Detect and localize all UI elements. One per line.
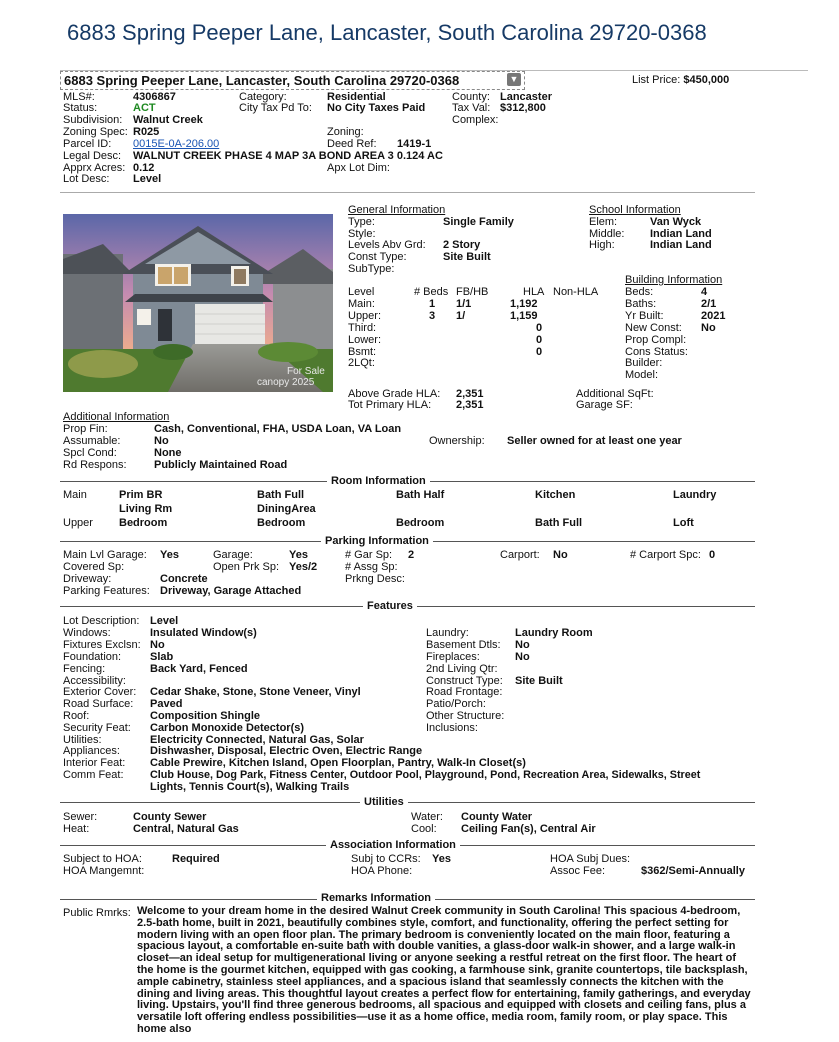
baths-label: Baths: — [625, 298, 657, 310]
assoc-fee-value: $362/Semi-Annually — [641, 865, 745, 877]
room-item: Living Rm — [119, 503, 173, 515]
table-row-label: Third: — [348, 322, 377, 334]
type-label: Type: — [348, 216, 375, 228]
feature-label: Patio/Porch: — [426, 698, 486, 710]
acres-value: 0.12 — [133, 162, 155, 174]
spcl-cond-label: Spcl Cond: — [63, 447, 117, 459]
room-item: Bath Full — [535, 517, 583, 529]
parking-features-value: Driveway, Garage Attached — [160, 585, 302, 597]
open-prk-value: Yes/2 — [289, 561, 318, 573]
spcl-cond-value: None — [154, 447, 182, 459]
room-level-main: Main — [63, 489, 87, 501]
feature-value: Composition Shingle — [150, 710, 260, 722]
property-photo[interactable] — [63, 214, 333, 392]
lot-desc-value: Level — [133, 173, 162, 185]
carport-spc-value: 0 — [709, 549, 716, 561]
feature-label: Laundry: — [426, 627, 469, 639]
parcel-link[interactable]: 0015E-0A-206.00 — [133, 138, 220, 150]
high-label: High: — [589, 239, 615, 251]
ccr-label: Subj to CCRs: — [351, 853, 421, 865]
room-item: Bedroom — [396, 517, 445, 529]
feature-value-cont: Lights, Tennis Court(s), Walking Trails — [150, 781, 350, 793]
feature-label: Fixtures Exclsn: — [63, 639, 141, 651]
mls-value: 4306867 — [133, 91, 176, 103]
subtype-label: SubType: — [348, 263, 395, 275]
ownership-value: Seller owned for at least one year — [507, 435, 682, 447]
feature-label: Other Structure: — [426, 710, 505, 722]
category-value: Residential — [327, 91, 386, 103]
covered-sp-label: Covered Sp: — [63, 561, 125, 573]
col-header-beds: # Beds — [414, 286, 449, 298]
elem-value: Van Wyck — [650, 216, 702, 228]
table-row-label: Main: — [348, 298, 375, 310]
add-sqft-label: Additional SqFt: — [576, 388, 654, 400]
feature-label: Road Surface: — [63, 698, 134, 710]
feature-value: Slab — [150, 651, 174, 663]
assumable-label: Assumable: — [63, 435, 121, 447]
page-title: 6883 Spring Peeper Lane, Lancaster, South Carolina 29720-0368 — [67, 20, 707, 45]
feature-value: No — [150, 639, 165, 651]
gar-sp-value: 2 — [408, 549, 415, 561]
additional-info-heading: Additional Information — [63, 411, 170, 423]
room-item: Bath Full — [257, 489, 305, 501]
feature-value: Cedar Shake, Stone, Stone Veneer, Vinyl — [150, 686, 361, 698]
subdivision-label: Subdivision: — [63, 114, 123, 126]
prop-fin-value: Cash, Conventional, FHA, USDA Loan, VA Loan — [154, 423, 402, 435]
beds-label: Beds: — [625, 286, 654, 298]
room-info-heading: Room Information — [327, 475, 430, 487]
table-cell: 1 — [429, 298, 436, 310]
rd-respons-label: Rd Respons: — [63, 459, 127, 471]
garage-value: Yes — [289, 549, 308, 561]
utilities-heading: Utilities — [360, 796, 408, 808]
water-value: County Water — [461, 811, 533, 823]
feature-value: Carbon Monoxide Detector(s) — [150, 722, 305, 734]
heat-value: Central, Natural Gas — [133, 823, 239, 835]
feature-value: Club House, Dog Park, Fitness Center, Outdoor Pool, Playground, Pond, Recreation Area, Sidewalks, Street — [150, 769, 701, 781]
table-row-label: Bsmt: — [348, 346, 377, 358]
tot-hla-value: 2,351 — [456, 399, 484, 411]
table-cell: 1,192 — [510, 298, 538, 310]
feature-label: Security Feat: — [63, 722, 131, 734]
lot-dim-label: Apx Lot Dim: — [327, 162, 390, 174]
deed-label: Deed Ref: — [327, 138, 377, 150]
rd-respons-value: Publicly Maintained Road — [154, 459, 288, 471]
watermark-line2: canopy 2025 — [257, 377, 315, 388]
sewer-label: Sewer: — [63, 811, 98, 823]
assg-sp-label: # Assg Sp: — [345, 561, 398, 573]
building-info-heading: Building Information — [625, 274, 723, 286]
feature-value: Electricity Connected, Natural Gas, Solar — [150, 734, 364, 746]
acres-label: Apprx Acres: — [63, 162, 126, 174]
heat-label: Heat: — [63, 823, 90, 835]
table-cell: 1/1 — [456, 298, 472, 310]
main-lvl-garage-value: Yes — [160, 549, 179, 561]
divider — [60, 192, 755, 193]
builder-label: Builder: — [625, 357, 663, 369]
feature-label: Fireplaces: — [426, 651, 480, 663]
const-value: Site Built — [443, 251, 491, 263]
middle-label: Middle: — [589, 228, 625, 240]
deed-value: 1419-1 — [397, 138, 432, 150]
table-cell: 1/ — [456, 310, 466, 322]
tax-val-label: Tax Val: — [452, 102, 491, 114]
city-tax-label: City Tax Pd To: — [239, 102, 312, 114]
school-info-heading: School Information — [589, 204, 681, 216]
feature-value: Back Yard, Fenced — [150, 663, 248, 675]
room-item: Prim BR — [119, 489, 163, 501]
feature-label: Road Frontage: — [426, 686, 503, 698]
hoa-label: Subject to HOA: — [63, 853, 142, 865]
legal-label: Legal Desc: — [63, 150, 122, 162]
beds-value: 4 — [701, 286, 708, 298]
garage-sf-label: Garage SF: — [576, 399, 633, 411]
ownership-label: Ownership: — [429, 435, 485, 447]
room-item: Loft — [673, 517, 694, 529]
county-label: County: — [452, 91, 490, 103]
mls-label: MLS#: — [63, 91, 95, 103]
feature-label: Roof: — [63, 710, 90, 722]
gar-sp-label: # Gar Sp: — [345, 549, 393, 561]
carport-label: Carport: — [500, 549, 540, 561]
table-cell: 3 — [429, 310, 436, 322]
table-row-label: 2LQt: — [348, 357, 375, 369]
prkng-desc-label: Prkng Desc: — [345, 573, 405, 585]
prop-fin-label: Prop Fin: — [63, 423, 108, 435]
table-row-label: Lower: — [348, 334, 382, 346]
public-remarks-text: Welcome to your dream home in the desired Walnut Creek community in South Carolina! This spacious 4-bedroom, 2.5-bath home, built in 2021, beautifully combines style, comfort, and functionality, offering the perfect setting for modern living with an open floor plan. The primary bedroom is conveniently located on the main floor, featuring a spacious layout, a comfortable en-suite bath with double vanities, a glass-door walk-in shower, and a large walk-in closet—an ideal setup for multigenerational living or anyone seeking a restful retreat on the first floor. The heart of the home is the gourmet kitchen, equipped with gas cooking, a farmhouse sink, granite countertops, tile backsplash, ample cabinetry, stainless steel appliances, and a spacious island that seamlessly connects the kitchen with the dining and living areas. This thoughtful layout creates a perfect flow for entertaining, family gatherings, and everyday living. Upstairs, you'll find three generous bedrooms, all spacious and equipped with closets and ceiling fans, plus a versatile loft offering endless possibilities—use it as a home office, media room, family room, or play space. This home also — [137, 905, 751, 1035]
zoning-spec-label: Zoning Spec: — [63, 126, 128, 138]
cons-status-label: Cons Status: — [625, 346, 688, 358]
feature-value: Laundry Room — [515, 627, 593, 639]
legal-value: WALNUT CREEK PHASE 4 MAP 3A BOND AREA 3 0.124 AC — [133, 150, 443, 162]
hoa-mgmt-label: HOA Mangemnt: — [63, 865, 145, 877]
list-price: List Price: $450,000 — [632, 74, 730, 86]
tax-val-value: $312,800 — [500, 102, 546, 114]
room-item: Kitchen — [535, 489, 576, 501]
parking-features-label: Parking Features: — [63, 585, 150, 597]
zoning-label: Zoning: — [327, 126, 364, 138]
col-header-fbhb: FB/HB — [456, 286, 489, 298]
style-label: Style: — [348, 228, 376, 240]
table-cell: 0 — [536, 346, 543, 358]
watermark-line1: For Sale — [287, 366, 325, 377]
main-lvl-garage-label: Main Lvl Garage: — [63, 549, 147, 561]
room-level-upper: Upper — [63, 517, 93, 529]
new-const-value: No — [701, 322, 716, 334]
feature-label: Appliances: — [63, 745, 120, 757]
features-heading: Features — [363, 600, 417, 612]
col-header-hla: HLA — [523, 286, 545, 298]
feature-value: Dishwasher, Disposal, Electric Oven, Electric Range — [150, 745, 423, 757]
above-hla-value: 2,351 — [456, 388, 484, 400]
feature-label: Exterior Cover: — [63, 686, 137, 698]
feature-value: Paved — [150, 698, 183, 710]
feature-value: No — [515, 639, 530, 651]
feature-label: Basement Dtls: — [426, 639, 501, 651]
open-prk-label: Open Prk Sp: — [213, 561, 280, 573]
feature-label: Utilities: — [63, 734, 102, 746]
category-label: Category: — [239, 91, 287, 103]
feature-value: Site Built — [515, 675, 563, 687]
room-item: Bath Half — [396, 489, 445, 501]
city-tax-value: No City Taxes Paid — [327, 102, 426, 114]
room-item: Bedroom — [257, 517, 306, 529]
assumable-value: No — [154, 435, 169, 447]
room-item: Bedroom — [119, 517, 168, 529]
carport-value: No — [553, 549, 568, 561]
type-value: Single Family — [443, 216, 514, 228]
feature-label: Construct Type: — [426, 675, 503, 687]
general-info-heading: General Information — [348, 204, 446, 216]
room-item: Laundry — [673, 489, 717, 501]
county-value: Lancaster — [500, 91, 552, 103]
complex-label: Complex: — [452, 114, 499, 126]
hoa-dues-label: HOA Subj Dues: — [550, 853, 631, 865]
middle-value: Indian Land — [650, 228, 712, 240]
feature-label: Fencing: — [63, 663, 106, 675]
model-label: Model: — [625, 369, 659, 381]
col-header-level: Level — [348, 286, 375, 298]
tot-hla-label: Tot Primary HLA: — [348, 399, 432, 411]
feature-label: Comm Feat: — [63, 769, 124, 781]
water-label: Water: — [411, 811, 443, 823]
feature-value: Insulated Window(s) — [150, 627, 257, 639]
hoa-value: Required — [172, 853, 220, 865]
levels-value: 2 Story — [443, 239, 481, 251]
zoning-spec-value: R025 — [133, 126, 160, 138]
feature-label: 2nd Living Qtr: — [426, 663, 498, 675]
public-remarks-label: Public Rmrks: — [63, 907, 131, 919]
ccr-value: Yes — [432, 853, 451, 865]
subdivision-value: Walnut Creek — [133, 114, 203, 126]
feature-label: Foundation: — [63, 651, 122, 663]
prop-compl-label: Prop Compl: — [625, 334, 687, 346]
parcel-label: Parcel ID: — [63, 138, 112, 150]
room-item: DiningArea — [257, 503, 316, 515]
status-label: Status: — [63, 102, 98, 114]
cool-label: Cool: — [411, 823, 437, 835]
feature-label: Interior Feat: — [63, 757, 126, 769]
feature-label: Inclusions: — [426, 722, 478, 734]
table-row-label: Upper: — [348, 310, 382, 322]
association-heading: Association Information — [326, 839, 460, 851]
yr-built-label: Yr Built: — [625, 310, 664, 322]
new-const-label: New Const: — [625, 322, 682, 334]
feature-value: Level — [150, 615, 179, 627]
baths-value: 2/1 — [701, 298, 717, 310]
assoc-fee-label: Assoc Fee: — [550, 865, 606, 877]
const-label: Const Type: — [348, 251, 407, 263]
levels-label: Levels Abv Grd: — [348, 239, 426, 251]
remarks-heading: Remarks Information — [317, 892, 435, 904]
chevron-down-icon[interactable]: ▼ — [507, 73, 521, 86]
above-hla-label: Above Grade HLA: — [348, 388, 441, 400]
garage-label: Garage: — [213, 549, 253, 561]
driveway-value: Concrete — [160, 573, 208, 585]
driveway-label: Driveway: — [63, 573, 112, 585]
parking-info-heading: Parking Information — [321, 535, 433, 547]
status-badge: ACT — [133, 102, 156, 114]
feature-value: No — [515, 651, 530, 663]
page-edge — [812, 0, 839, 1042]
col-header-nonhla: Non-HLA — [553, 286, 599, 298]
feature-value: Cable Prewire, Kitchen Island, Open Floorplan, Pantry, Walk-In Closet(s) — [150, 757, 526, 769]
cool-value: Ceiling Fan(s), Central Air — [461, 823, 596, 835]
table-cell: 0 — [536, 334, 543, 346]
elem-label: Elem: — [589, 216, 618, 228]
feature-label: Lot Description: — [63, 615, 140, 627]
table-cell: 0 — [536, 322, 543, 334]
sewer-value: County Sewer — [133, 811, 207, 823]
table-cell: 1,159 — [510, 310, 538, 322]
hoa-phone-label: HOA Phone: — [351, 865, 413, 877]
yr-built-value: 2021 — [701, 310, 726, 322]
high-value: Indian Land — [650, 239, 712, 251]
lot-desc-label: Lot Desc: — [63, 173, 110, 185]
feature-label: Windows: — [63, 627, 111, 639]
listing-address: 6883 Spring Peeper Lane, Lancaster, South Carolina 29720-0368 — [64, 73, 460, 88]
carport-spc-label: # Carport Spc: — [630, 549, 701, 561]
feature-label: Accessibility: — [63, 675, 126, 687]
